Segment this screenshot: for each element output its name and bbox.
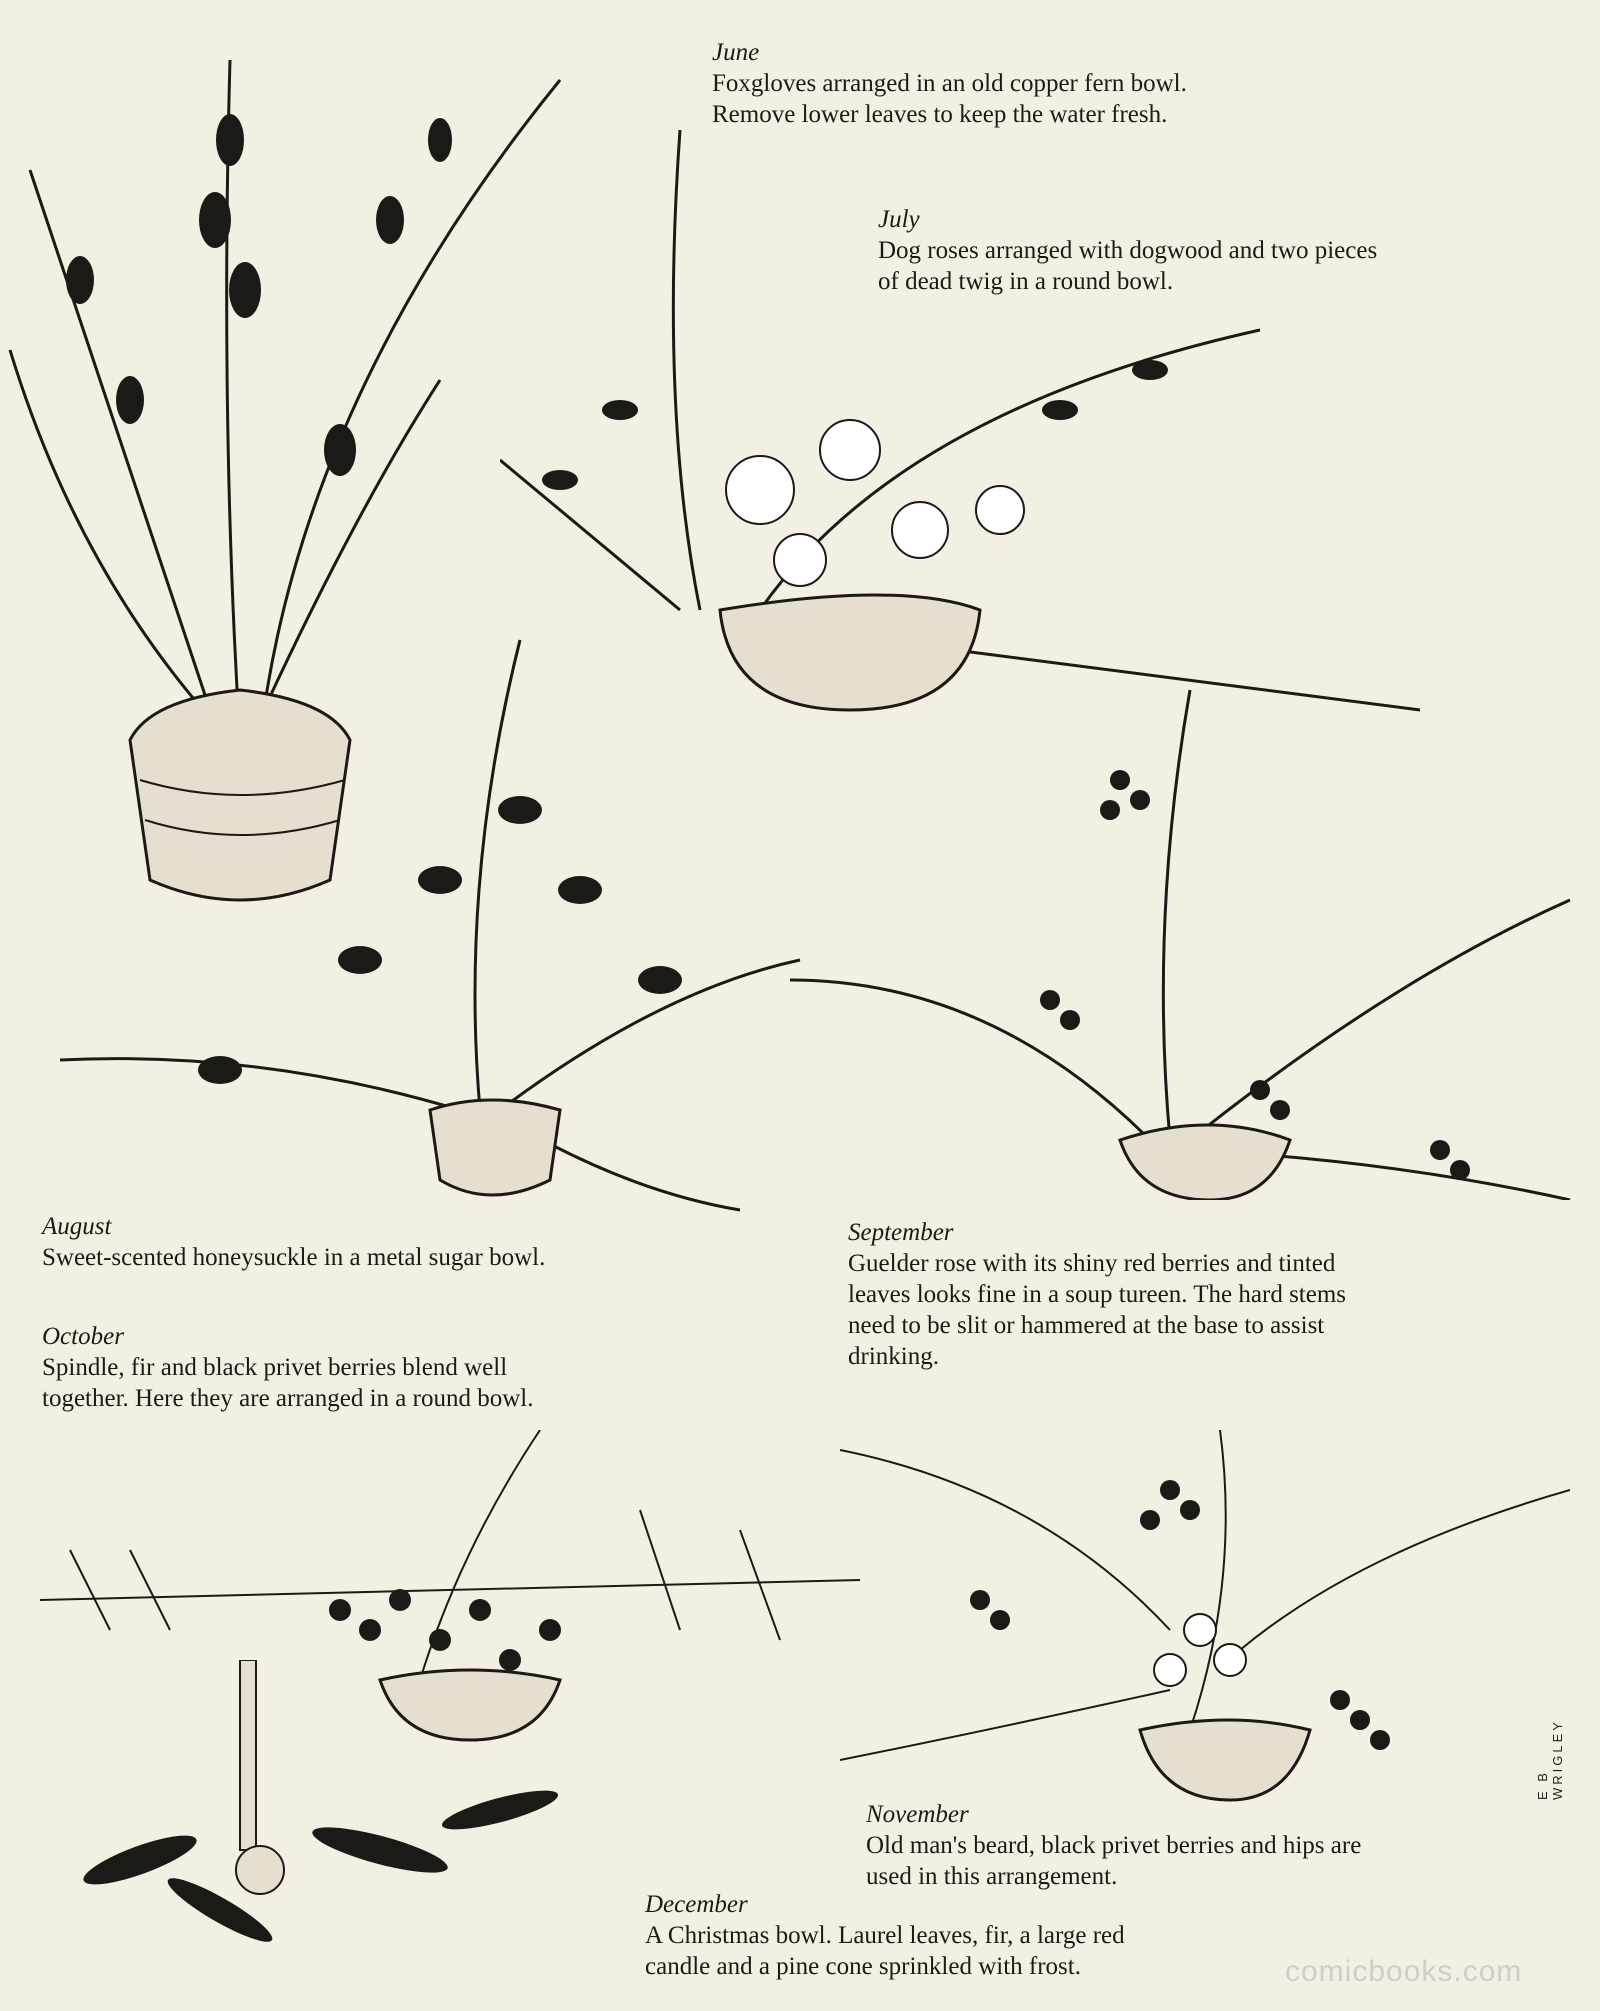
caption-july: [878, 205, 1533, 297]
caption-line: drinking.: [848, 1343, 939, 1370]
caption-line: Guelder rose with its shiny red berries and tinted: [848, 1250, 1336, 1277]
caption-line: Sweet-scented honeysuckle in a metal sugar bowl.: [42, 1244, 546, 1271]
caption-august: [42, 1212, 702, 1273]
old-mans-beard-illustration: [840, 1430, 1570, 1810]
month-label: December: [645, 1891, 748, 1918]
caption-line: Spindle, fir and black privet berries blend well: [42, 1354, 508, 1381]
month-label: August: [42, 1213, 112, 1240]
caption-december: [645, 1890, 1305, 1982]
caption-line: need to be slit or hammered at the base to assist: [848, 1312, 1325, 1339]
christmas-bowl-illustration: [20, 1660, 670, 1990]
caption-line: leaves looks fine in a soup tureen. The hard stems: [848, 1281, 1347, 1308]
caption-line: used in this arrangement.: [866, 1863, 1118, 1890]
month-label: October: [42, 1323, 124, 1350]
caption-line: Remove lower leaves to keep the water fresh.: [712, 101, 1168, 128]
caption-line: together. Here they are arranged in a round bowl.: [42, 1385, 534, 1412]
month-label: July: [878, 206, 920, 233]
watermark: comicbooks.com: [1285, 1955, 1523, 1988]
honeysuckle-illustration: [60, 630, 820, 1230]
month-label: November: [866, 1801, 969, 1828]
month-label: September: [848, 1219, 954, 1246]
caption-line: A Christmas bowl. Laurel leaves, fir, a large red: [645, 1922, 1125, 1949]
caption-november: [866, 1800, 1526, 1892]
month-label: June: [712, 39, 760, 66]
caption-line: Foxgloves arranged in an old copper fern bowl.: [712, 70, 1187, 97]
caption-june: [712, 38, 1312, 130]
guelder-rose-illustration: [790, 680, 1580, 1200]
caption-line: Old man's beard, black privet berries and hips are: [866, 1832, 1362, 1859]
caption-september: [848, 1218, 1506, 1372]
caption-line: Dog roses arranged with dogwood and two pieces: [878, 237, 1378, 264]
caption-october: [42, 1322, 697, 1414]
caption-line: of dead twig in a round bowl.: [878, 268, 1174, 295]
caption-line: candle and a pine cone sprinkled with frost.: [645, 1953, 1081, 1980]
artist-signature: E B WRIGLEY: [1535, 1719, 1565, 1800]
